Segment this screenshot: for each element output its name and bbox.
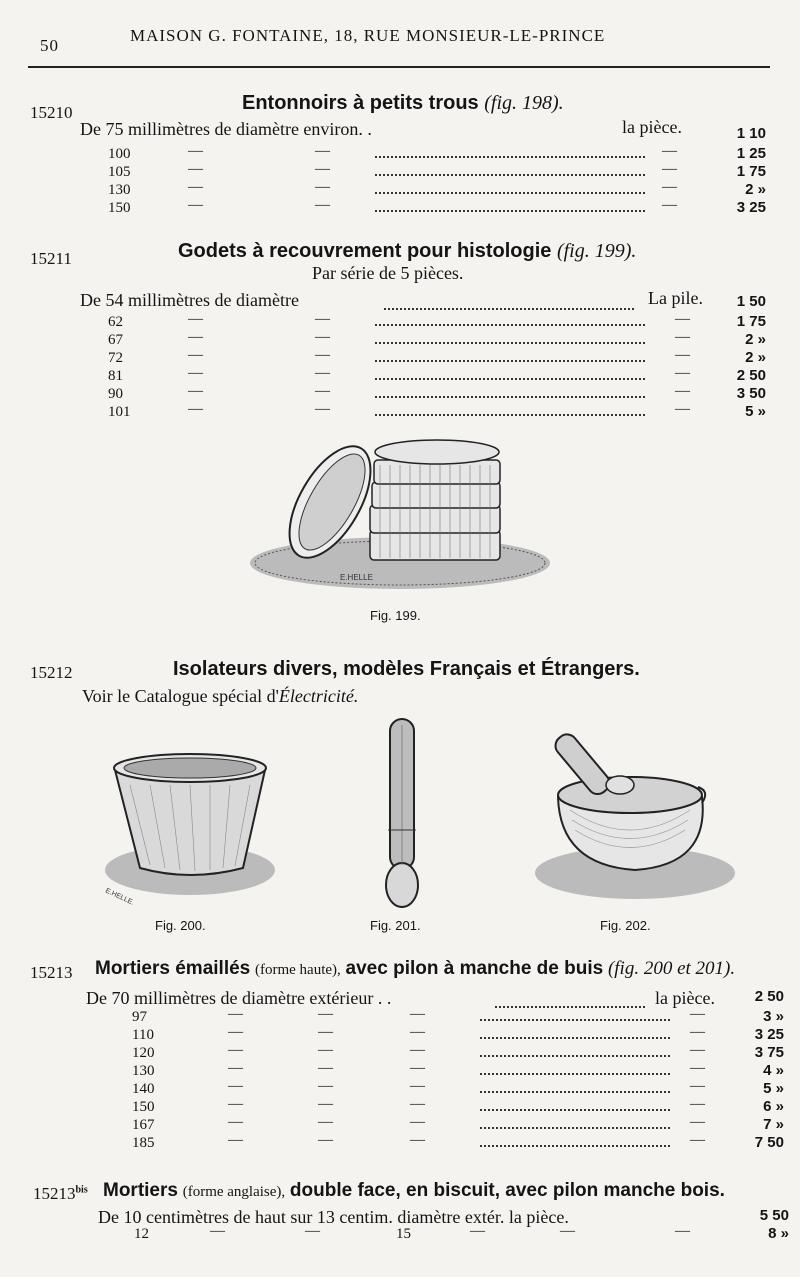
- ditto-mark: —: [318, 1024, 333, 1040]
- figure-signature: E.HELLE: [340, 573, 373, 582]
- diameter: 15: [396, 1226, 411, 1242]
- enamel-mortar-illustration: [95, 740, 285, 910]
- ditto-mark: —: [318, 1096, 333, 1112]
- leader-dots: [375, 154, 645, 158]
- ditto-mark: —: [690, 1060, 705, 1076]
- ditto-mark: —: [188, 311, 203, 327]
- ditto-mark: —: [188, 197, 203, 213]
- leader-dots: [375, 340, 645, 344]
- size: 130: [132, 1063, 155, 1079]
- leader-dots: [375, 172, 645, 176]
- ditto-mark: —: [690, 1096, 705, 1112]
- price: 7 »: [763, 1116, 784, 1133]
- size: 130: [108, 182, 131, 198]
- ditto-mark: —: [305, 1223, 320, 1239]
- ditto-mark: —: [662, 197, 677, 213]
- ditto-mark: —: [410, 1060, 425, 1076]
- subtitle: Par série de 5 pièces.: [312, 263, 464, 283]
- ditto-mark: —: [318, 1114, 333, 1130]
- ditto-mark: —: [228, 1096, 243, 1112]
- leader-dots: [375, 394, 645, 398]
- size: 81: [108, 368, 123, 384]
- catalogue-note: [82, 686, 358, 707]
- running-header: MAISON G. FONTAINE, 18, RUE MONSIEUR-LE-PRINCE: [130, 26, 606, 45]
- ditto-mark: —: [675, 1223, 690, 1239]
- ditto-mark: —: [410, 1096, 425, 1112]
- fig-ref: (fig. 199).: [556, 240, 637, 262]
- leader-dots: [480, 1053, 670, 1057]
- size: 105: [108, 164, 131, 180]
- size: 90: [108, 386, 123, 402]
- ditto-mark: —: [228, 1078, 243, 1094]
- code-number: 15213: [33, 1184, 76, 1203]
- leader-dots: [375, 412, 645, 416]
- price: 1 25: [736, 145, 766, 162]
- height: 12: [134, 1226, 149, 1242]
- price: 1 75: [736, 313, 766, 330]
- item-code: 15210: [30, 103, 73, 122]
- unit-label: la pièce.: [655, 988, 715, 1008]
- leader-dots: [480, 1143, 670, 1147]
- ditto-mark: —: [318, 1006, 333, 1022]
- title-bold: Mortiers: [103, 1180, 178, 1201]
- size: 150: [132, 1099, 155, 1115]
- size: 167: [132, 1117, 155, 1133]
- item-code: 15213: [30, 963, 73, 982]
- price: 1 50: [736, 293, 766, 310]
- ditto-mark: —: [675, 311, 690, 327]
- first-line: De 75 millimètres de diamètre environ. .: [80, 119, 372, 139]
- ditto-mark: —: [675, 365, 690, 381]
- title-form: (forme anglaise),: [182, 1184, 286, 1200]
- price: 3 25: [754, 1026, 784, 1043]
- ditto-mark: —: [318, 1132, 333, 1148]
- size: 110: [132, 1027, 154, 1043]
- ditto-mark: —: [690, 1078, 705, 1094]
- ditto-mark: —: [662, 143, 677, 159]
- size: 185: [132, 1135, 155, 1151]
- price: 2 50: [754, 988, 784, 1005]
- ditto-mark: —: [188, 179, 203, 195]
- title-form: (forme haute),: [255, 962, 341, 978]
- title-rest: double face, en biscuit, avec pilon manche bois.: [289, 1180, 725, 1201]
- price: 7 50: [754, 1134, 784, 1151]
- leader-dots: [480, 1089, 670, 1093]
- ditto-mark: —: [315, 161, 330, 177]
- ditto-mark: —: [690, 1132, 705, 1148]
- ditto-mark: —: [188, 365, 203, 381]
- ditto-mark: —: [315, 311, 330, 327]
- header-rule: [28, 66, 770, 68]
- ditto-mark: —: [560, 1223, 575, 1239]
- ditto-mark: —: [228, 1060, 243, 1076]
- leader-dots: [375, 322, 645, 326]
- item-code: [33, 1184, 88, 1204]
- price: 1 10: [736, 125, 766, 142]
- figure-caption: Fig. 202.: [600, 918, 651, 933]
- leader-dots: [480, 1071, 670, 1075]
- price: 6 »: [763, 1098, 784, 1115]
- ditto-mark: —: [188, 329, 203, 345]
- leader-dots: [375, 358, 645, 362]
- size: 120: [132, 1045, 155, 1061]
- ditto-mark: —: [690, 1006, 705, 1022]
- leader-dots: [375, 190, 645, 194]
- ditto-mark: —: [690, 1114, 705, 1130]
- price: 1 75: [736, 163, 766, 180]
- ditto-mark: —: [410, 1024, 425, 1040]
- first-line: De 70 millimètres de diamètre extérieur . .: [86, 988, 392, 1008]
- price: 5 50: [759, 1207, 789, 1224]
- title-rest: avec pilon à manche de buis: [345, 958, 604, 979]
- size: 101: [108, 404, 131, 420]
- wooden-pestle-illustration: [380, 715, 425, 910]
- size: 67: [108, 332, 123, 348]
- ditto-mark: —: [228, 1042, 243, 1058]
- ditto-mark: —: [410, 1132, 425, 1148]
- ditto-mark: —: [410, 1006, 425, 1022]
- size: 140: [132, 1081, 155, 1097]
- ditto-mark: —: [315, 365, 330, 381]
- leader-dots: [375, 376, 645, 380]
- unit-label: La pile.: [648, 288, 703, 308]
- first-line: De 10 centimètres de haut sur 13 centim. diamètre extér. la pièce.: [98, 1207, 569, 1227]
- figure-caption: Fig. 200.: [155, 918, 206, 933]
- ditto-mark: —: [315, 197, 330, 213]
- ditto-mark: —: [228, 1006, 243, 1022]
- price: 5 »: [763, 1080, 784, 1097]
- size: 97: [132, 1009, 147, 1025]
- size: 100: [108, 146, 131, 162]
- price: 3 50: [736, 385, 766, 402]
- title-text: Godets à recouvrement pour histologie: [178, 240, 552, 262]
- ditto-mark: —: [675, 383, 690, 399]
- leader-dots: [495, 1004, 645, 1008]
- ditto-mark: —: [188, 383, 203, 399]
- fig-ref: (fig. 200 et 201).: [607, 958, 736, 979]
- bowl-mortar-illustration: [530, 725, 745, 905]
- ditto-mark: —: [315, 143, 330, 159]
- ditto-mark: —: [662, 179, 677, 195]
- code-suffix: bis: [75, 1184, 88, 1196]
- price: 3 25: [736, 199, 766, 216]
- ditto-mark: —: [188, 161, 203, 177]
- price: 3 75: [754, 1044, 784, 1061]
- ditto-mark: —: [210, 1223, 225, 1239]
- ditto-mark: —: [318, 1042, 333, 1058]
- price: 5 »: [745, 403, 766, 420]
- ditto-mark: —: [188, 143, 203, 159]
- ditto-mark: —: [410, 1114, 425, 1130]
- price: 8 »: [768, 1225, 789, 1242]
- price: 2 »: [745, 331, 766, 348]
- price: 4 »: [763, 1062, 784, 1079]
- page-number: 50: [40, 36, 59, 55]
- size: 72: [108, 350, 123, 366]
- leader-dots: [480, 1017, 670, 1021]
- ditto-mark: —: [315, 401, 330, 417]
- size: 62: [108, 314, 123, 330]
- unit-label: la pièce.: [622, 117, 682, 137]
- note-italic: Électricité.: [278, 686, 359, 706]
- ditto-mark: —: [315, 347, 330, 363]
- ditto-mark: —: [318, 1060, 333, 1076]
- leader-dots: [384, 306, 634, 310]
- title-text: Entonnoirs à petits trous: [242, 92, 479, 114]
- leader-dots: [375, 208, 645, 212]
- ditto-mark: —: [315, 179, 330, 195]
- section-title: [103, 1180, 725, 1202]
- first-line: De 54 millimètres de diamètre: [80, 290, 299, 310]
- fig-ref: (fig. 198).: [484, 92, 564, 114]
- price: 3 »: [763, 1008, 784, 1025]
- section-title: [242, 92, 564, 115]
- item-code: 15212: [30, 663, 73, 682]
- ditto-mark: —: [315, 329, 330, 345]
- histology-dishes-illustration: [240, 430, 570, 595]
- section-title: [95, 958, 735, 980]
- figure-caption: Fig. 199.: [370, 608, 421, 623]
- title-bold: Mortiers émaillés: [95, 958, 251, 979]
- leader-dots: [480, 1035, 670, 1039]
- ditto-mark: —: [228, 1024, 243, 1040]
- ditto-mark: —: [675, 347, 690, 363]
- ditto-mark: —: [188, 401, 203, 417]
- price: 2 »: [745, 181, 766, 198]
- ditto-mark: —: [675, 329, 690, 345]
- section-title: [178, 240, 636, 263]
- ditto-mark: —: [675, 401, 690, 417]
- leader-dots: [480, 1107, 670, 1111]
- figure-signature: E.HELLE.: [104, 887, 135, 907]
- ditto-mark: —: [315, 383, 330, 399]
- price: 2 50: [736, 367, 766, 384]
- size: 150: [108, 200, 131, 216]
- ditto-mark: —: [228, 1114, 243, 1130]
- item-code: 15211: [30, 249, 72, 268]
- ditto-mark: —: [188, 347, 203, 363]
- ditto-mark: —: [690, 1024, 705, 1040]
- ditto-mark: —: [410, 1042, 425, 1058]
- ditto-mark: —: [410, 1078, 425, 1094]
- price: 2 »: [745, 349, 766, 366]
- ditto-mark: —: [470, 1223, 485, 1239]
- ditto-mark: —: [318, 1078, 333, 1094]
- ditto-mark: —: [690, 1042, 705, 1058]
- ditto-mark: —: [662, 161, 677, 177]
- section-title: Isolateurs divers, modèles Français et Étrangers.: [173, 658, 640, 680]
- leader-dots: [480, 1125, 670, 1129]
- ditto-mark: —: [228, 1132, 243, 1148]
- note-text: Voir le Catalogue spécial d': [82, 686, 279, 706]
- figure-caption: Fig. 201.: [370, 918, 421, 933]
